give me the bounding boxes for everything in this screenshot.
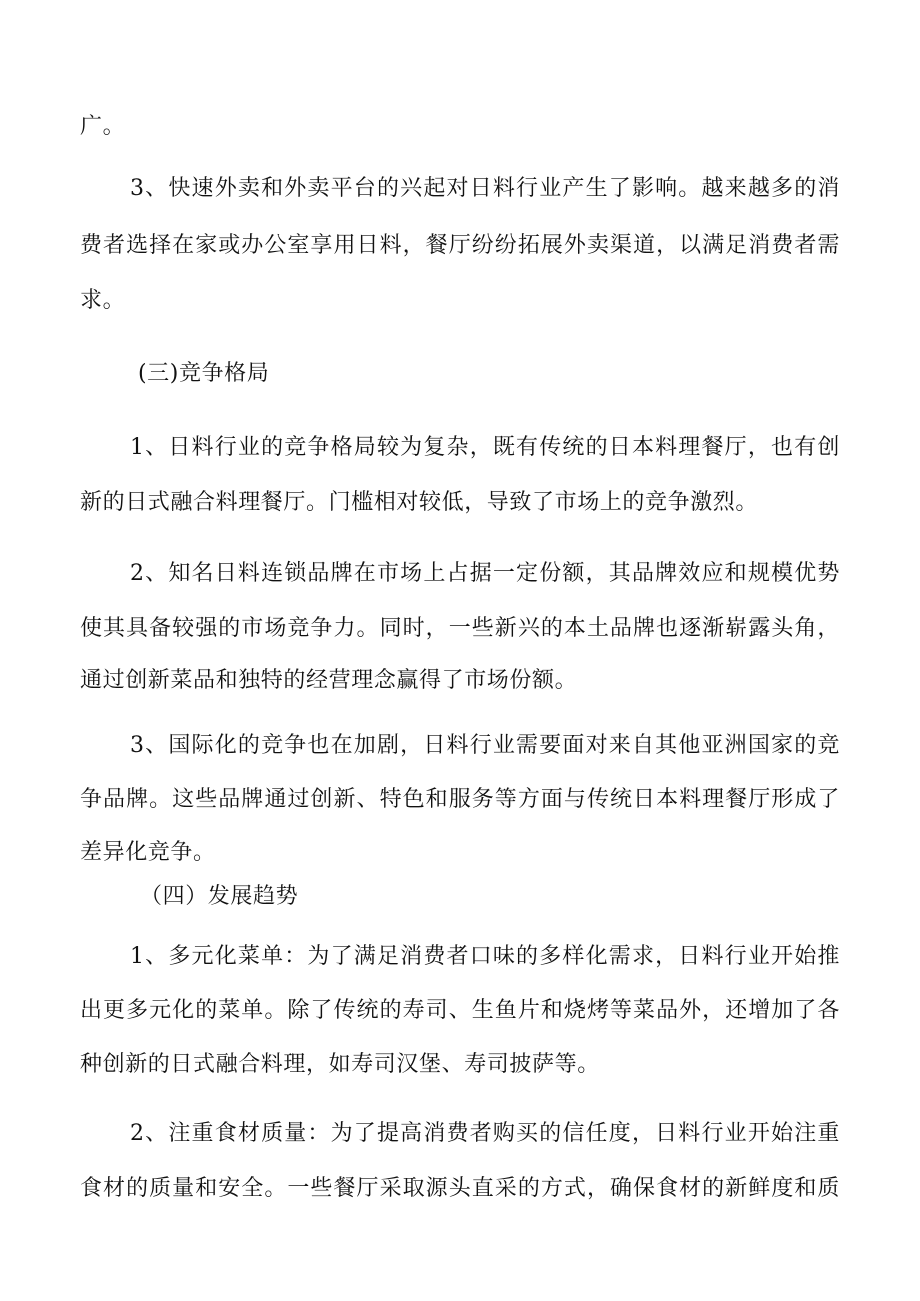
- paragraph-line: 3、快速外卖和外卖平台的兴起对日料行业产生了影响。越来越多的消: [130, 176, 840, 201]
- paragraph-line: 2、注重食材质量：为了提高消费者购买的信任度，日料行业开始注重: [130, 1121, 840, 1146]
- section-heading: （四）发展趋势: [140, 884, 299, 909]
- paragraph-line: 求。: [80, 288, 126, 313]
- paragraph-line: 1、日料行业的竞争格局较为复杂，既有传统的日本料理餐厅，也有创: [130, 435, 840, 460]
- paragraph-line: 使其具备较强的市场竞争力。同时，一些新兴的本土品牌也逐渐崭露头角，: [80, 616, 840, 641]
- paragraph-line: 通过创新菜品和独特的经营理念赢得了市场份额。: [80, 668, 578, 693]
- section-heading: (三)竞争格局: [138, 361, 270, 386]
- paragraph-line: 食材的质量和安全。一些餐厅采取源头直采的方式，确保食材的新鲜度和质: [80, 1176, 840, 1201]
- paragraph-line: 2、知名日料连锁品牌在市场上占据一定份额，其品牌效应和规模优势: [130, 561, 840, 586]
- paragraph-line: 费者选择在家或办公室享用日料，餐厅纷纷拓展外卖渠道，以满足消费者需: [80, 233, 840, 258]
- paragraph-line: 争品牌。这些品牌通过创新、特色和服务等方面与传统日本料理餐厅形成了: [80, 787, 840, 812]
- paragraph-line: 新的日式融合料理餐厅。门槛相对较低，导致了市场上的竞争激烈。: [80, 490, 759, 515]
- paragraph-line: 广。: [80, 114, 126, 139]
- paragraph-line: 出更多元化的菜单。除了传统的寿司、生鱼片和烧烤等菜品外，还增加了各: [80, 998, 840, 1023]
- paragraph-line: 3、国际化的竞争也在加剧，日料行业需要面对来自其他亚洲国家的竞: [130, 733, 840, 758]
- paragraph-line: 1、多元化菜单：为了满足消费者口味的多样化需求，日料行业开始推: [130, 944, 840, 969]
- paragraph-line: 差异化竞争。: [80, 840, 216, 865]
- paragraph-line: 种创新的日式融合料理，如寿司汉堡、寿司披萨等。: [80, 1052, 600, 1077]
